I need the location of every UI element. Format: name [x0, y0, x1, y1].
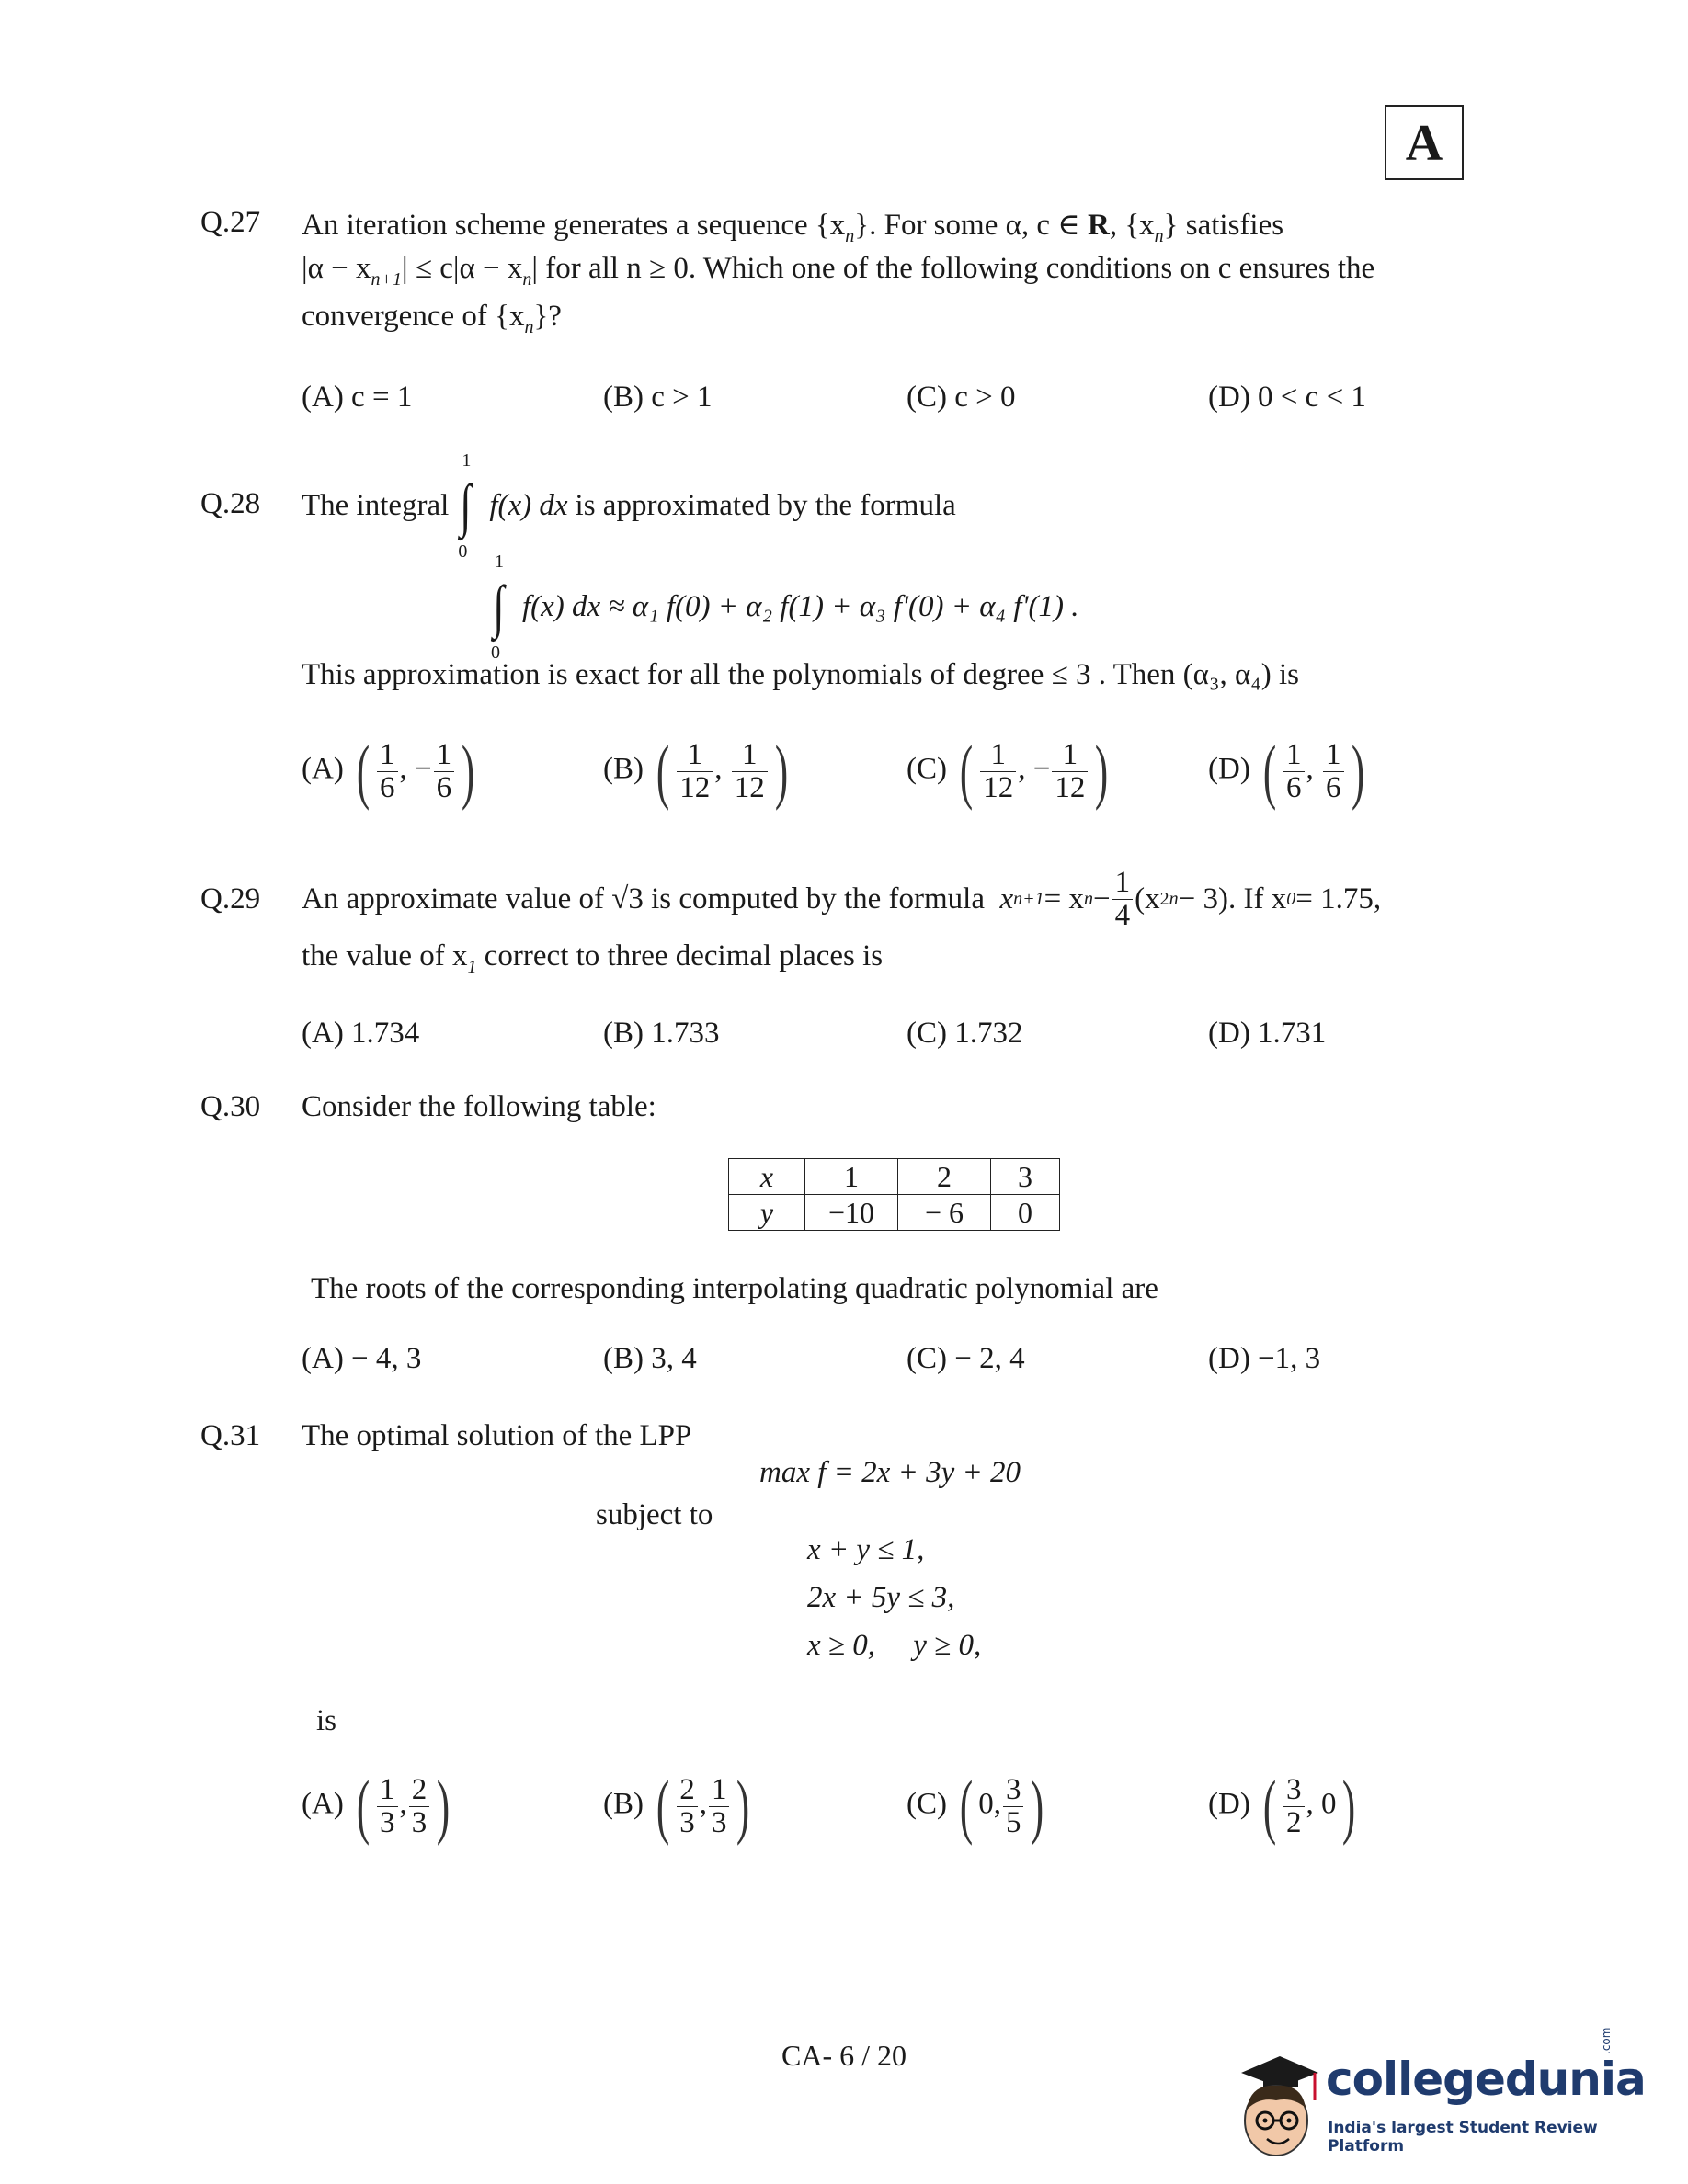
q27-option-a[interactable]: (A) c = 1 [302, 381, 413, 414]
q28-formula: ∫ 1 0 f(x) dx ≈ α₁ f(0) + α₂ f(1) + α₃ f'(0) + α₄ f'(1) . [491, 552, 1079, 663]
q31-option-c[interactable]: (C) ( 0, $\frac{3}{5}$ ) [907, 1766, 1044, 1846]
q28-option-c[interactable]: (C) ( $\frac{1}{12}$ , − $\frac{1}{12}$ ) [907, 731, 1109, 811]
q30-number: Q.30 [200, 1090, 261, 1123]
q31-intro: The optimal solution of the LPP [302, 1419, 692, 1452]
table-row [729, 1195, 1060, 1231]
q31-option-d[interactable]: (D) ( $\frac{3}{2}$ , 0) [1208, 1766, 1355, 1846]
q28-intro: The integral ∫ 1 0 f(x) dx is approximated by the formula [302, 450, 956, 562]
q30-option-d[interactable]: (D) −1, 3 [1208, 1342, 1321, 1375]
q29-number: Q.29 [200, 882, 261, 916]
logo-tagline: India's largest Student Review Platform [1328, 2119, 1598, 2156]
table-cell: 0 [991, 1195, 1060, 1231]
q29-line1: An approximate value of √3 is computed by the formula x n+1 = x n − $\frac{1}{4}$ (x 2 n − 3). If x 0 = 1.75, [302, 865, 1382, 932]
q31-subject-to: subject to [596, 1498, 713, 1531]
paper-set-box: A [1385, 105, 1464, 180]
collegedunia-logo[interactable] [1223, 2027, 1646, 2165]
q31-constraint-1: x + y ≤ 1, [807, 1533, 925, 1566]
q27-number: Q.27 [200, 206, 261, 239]
table-cell: x [729, 1159, 805, 1195]
q30-option-a[interactable]: (A) − 4, 3 [302, 1342, 422, 1375]
q27-line1: An iteration scheme generates a sequence $\{x_n\}$. For some α, c ∈ R, $\{x_n\}$ satisfies [302, 209, 1284, 246]
table-row [729, 1159, 1060, 1195]
integral-sign: ∫ 1 0 [491, 552, 505, 663]
q28-number: Q.28 [200, 487, 261, 520]
q31-constraint-2: 2x + 5y ≤ 3, [807, 1581, 955, 1614]
q27-option-d[interactable]: (D) 0 < c < 1 [1208, 381, 1366, 414]
q28-after: This approximation is exact for all the polynomials of degree ≤ 3 . Then (α₃, α₄) is [302, 658, 1300, 691]
q28-option-a[interactable]: (A) ( $\frac{1}{6}$ , − $\frac{1}{6}$ ) [302, 731, 475, 811]
q31-number: Q.31 [200, 1419, 261, 1452]
q30-option-c[interactable]: (C) − 2, 4 [907, 1342, 1025, 1375]
q29-option-a[interactable]: (A) 1.734 [302, 1017, 420, 1050]
q27-line2: $|\alpha - x_{n+1}| \le c|\alpha - x_n|$ for all n ≥ 0. Which one of the following conditions on c ensures the [302, 252, 1375, 290]
mascot-icon [1223, 2036, 1324, 2165]
table-cell: − 6 [898, 1195, 991, 1231]
table-cell: y [729, 1195, 805, 1231]
table-cell: 2 [898, 1159, 991, 1195]
q28-option-d[interactable]: (D) ( $\frac{1}{6}$ , $\frac{1}{6}$ ) [1208, 731, 1364, 811]
q30-after: The roots of the corresponding interpolating quadratic polynomial are [311, 1272, 1158, 1305]
q27-option-c[interactable]: (C) c > 0 [907, 381, 1016, 414]
page-number: CA- 6 / 20 [781, 2039, 907, 2072]
q29-line2: the value of $x_1$ correct to three decimal places is [302, 939, 884, 977]
q29-option-b[interactable]: (B) 1.733 [603, 1017, 720, 1050]
q31-objective: max f = 2x + 3y + 20 [759, 1456, 1021, 1489]
q31-constraint-3: x ≥ 0, y ≥ 0, [807, 1629, 982, 1662]
q28-option-b[interactable]: (B) ( $\frac{1}{12}$ , $\frac{1}{12}$ ) [603, 731, 788, 811]
q29-option-d[interactable]: (D) 1.731 [1208, 1017, 1327, 1050]
table-cell: 1 [805, 1159, 898, 1195]
q27-line3: convergence of $\{x_n\}$? [302, 300, 562, 337]
logo-com: .com [1600, 2027, 1613, 2054]
table-cell: −10 [805, 1195, 898, 1231]
q30-table [728, 1158, 1060, 1231]
q29-option-c[interactable]: (C) 1.732 [907, 1017, 1023, 1050]
q31-is: is [316, 1704, 337, 1737]
table-cell: 3 [991, 1159, 1060, 1195]
integral-sign: ∫ 1 0 [458, 450, 472, 562]
q30-intro: Consider the following table: [302, 1090, 656, 1123]
q31-option-b[interactable]: (B) ( $\frac{2}{3}$ , $\frac{1}{3}$ ) [603, 1766, 750, 1846]
logo-wordmark: collegedunia [1326, 2053, 1646, 2106]
q27-option-b[interactable]: (B) c > 1 [603, 381, 713, 414]
q31-option-a[interactable]: (A) ( $\frac{1}{3}$ , $\frac{2}{3}$ ) [302, 1766, 451, 1846]
q30-option-b[interactable]: (B) 3, 4 [603, 1342, 697, 1375]
